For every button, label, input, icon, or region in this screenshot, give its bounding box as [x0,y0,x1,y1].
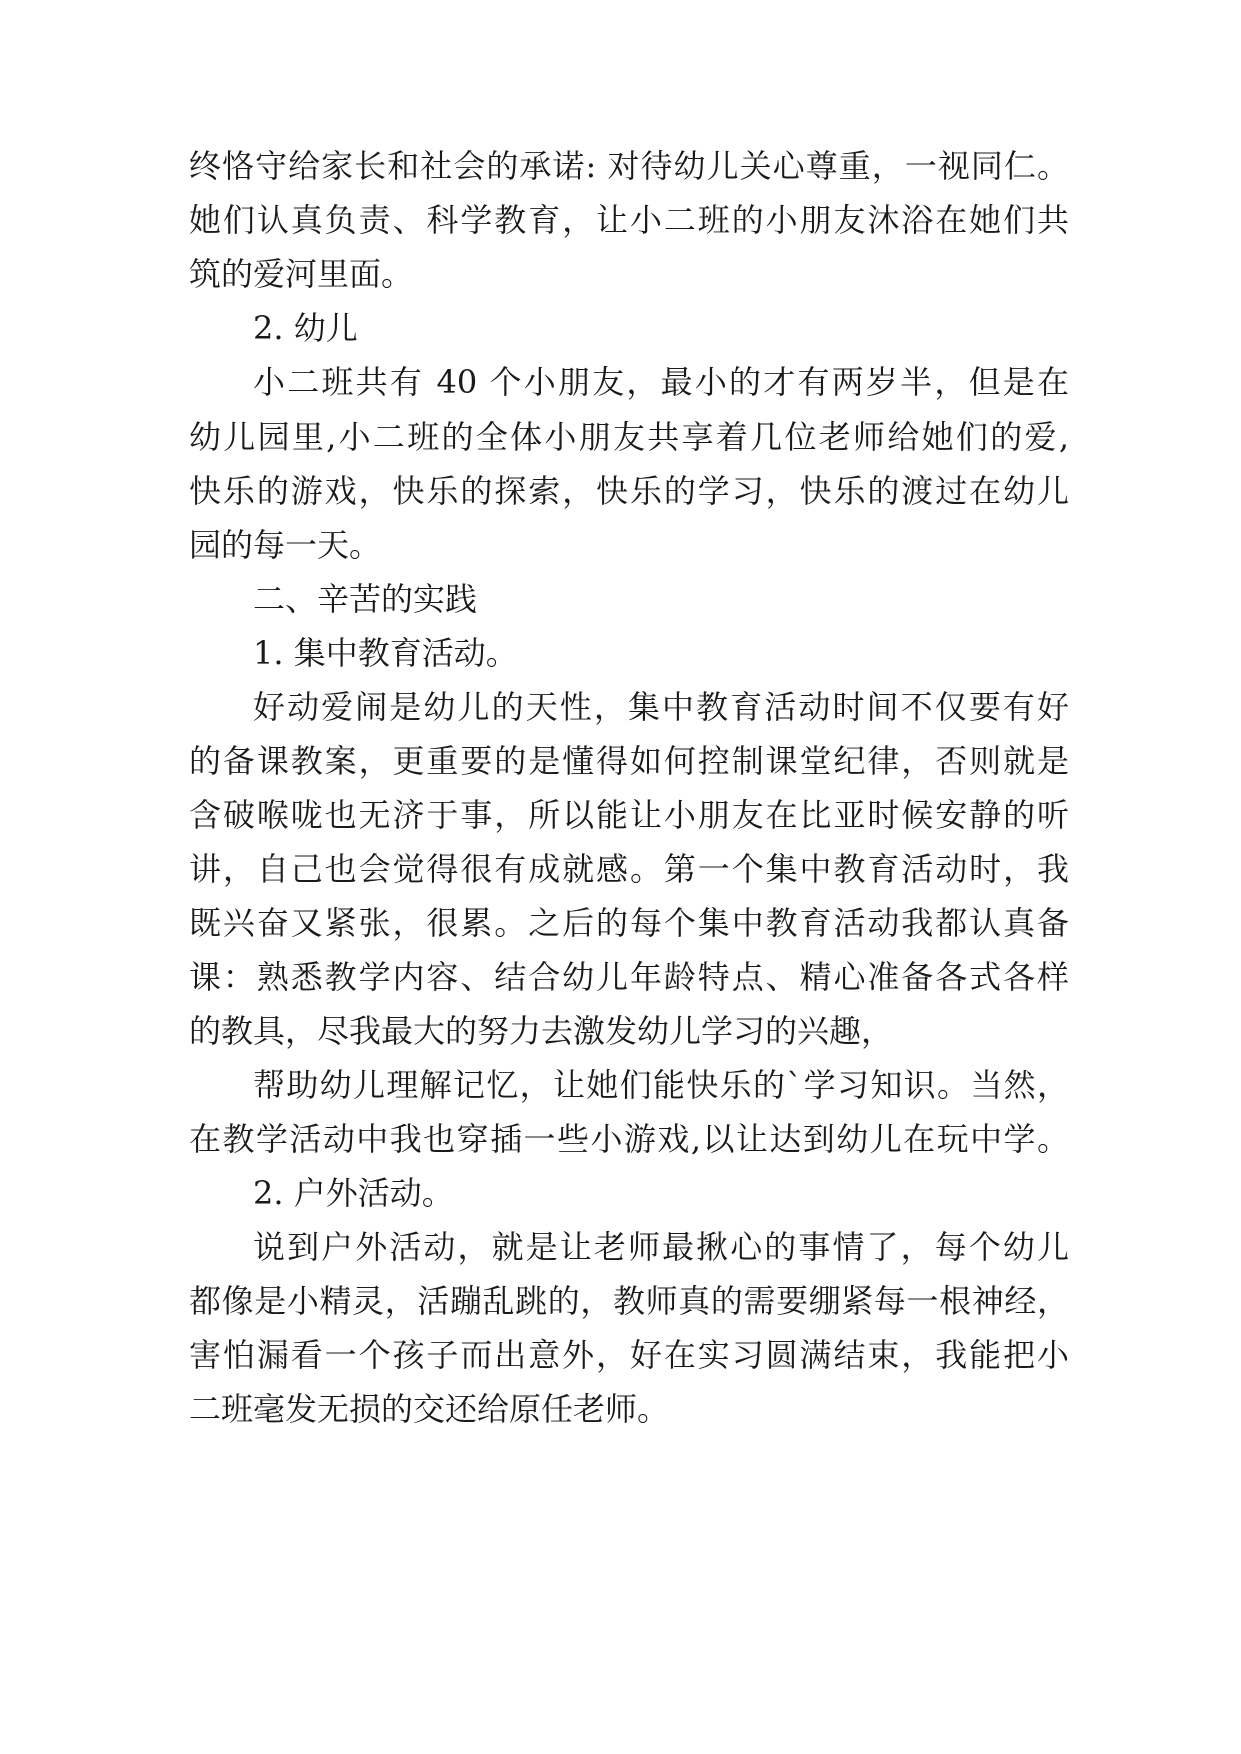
text-line: 幼儿园里,小二班的全体小朋友共享着几位老师给她们的爱, [189,418,1069,456]
text-line: 的备课教案，更重要的是懂得如何控制课堂纪律，否则就是 [189,742,1069,780]
section-heading: 1. 集中教育活动。 [253,634,518,672]
text-line: 筑的爱河里面。 [189,255,414,293]
text-line: 含破喉咙也无济于事，所以能让小朋友在比亚时候安静的听 [189,796,1069,834]
text-line: 害怕漏看一个孩子而出意外，好在实习圆满结束，我能把小 [189,1336,1069,1374]
section-heading: 二、辛苦的实践 [253,580,478,618]
text-line: 说到户外活动，就是让老师最揪心的事情了，每个幼儿 [253,1228,1069,1266]
text-line: 的教具，尽我最大的努力去激发幼儿学习的兴趣， [189,1012,894,1050]
text-line: 二班毫发无损的交还给原任老师。 [189,1390,670,1428]
text-line: 讲，自己也会觉得很有成就感。第一个集中教育活动时，我 [189,850,1069,888]
text-line: 园的每一天。 [189,526,382,564]
text-line: 她们认真负责、科学教育，让小二班的小朋友沐浴在她们共 [189,201,1069,239]
text-line: 好动爱闹是幼儿的天性，集中教育活动时间不仅要有好 [253,688,1069,726]
text-line: 快乐的游戏，快乐的探索，快乐的学习，快乐的渡过在幼儿 [189,472,1069,510]
section-heading: 2. 幼儿 [253,309,358,347]
text-line: 帮助幼儿理解记忆，让她们能快乐的`学习知识。当然， [253,1066,1069,1104]
text-line: 都像是小精灵，活蹦乱跳的，教师真的需要绷紧每一根神经， [189,1282,1069,1320]
text-line: 小二班共有 40 个小朋友，最小的才有两岁半，但是在 [253,363,1069,401]
text-line: 在教学活动中我也穿插一些小游戏,以让达到幼儿在玩中学。 [189,1120,1069,1158]
section-heading: 2. 户外活动。 [253,1174,454,1212]
text-line: 终恪守给家长和社会的承诺: 对待幼儿关心尊重，一视同仁。 [189,147,1069,185]
text-line: 课：熟悉教学内容、结合幼儿年龄特点、精心准备各式各样 [189,958,1069,996]
text-line: 既兴奋又紧张，很累。之后的每个集中教育活动我都认真备 [189,904,1069,942]
